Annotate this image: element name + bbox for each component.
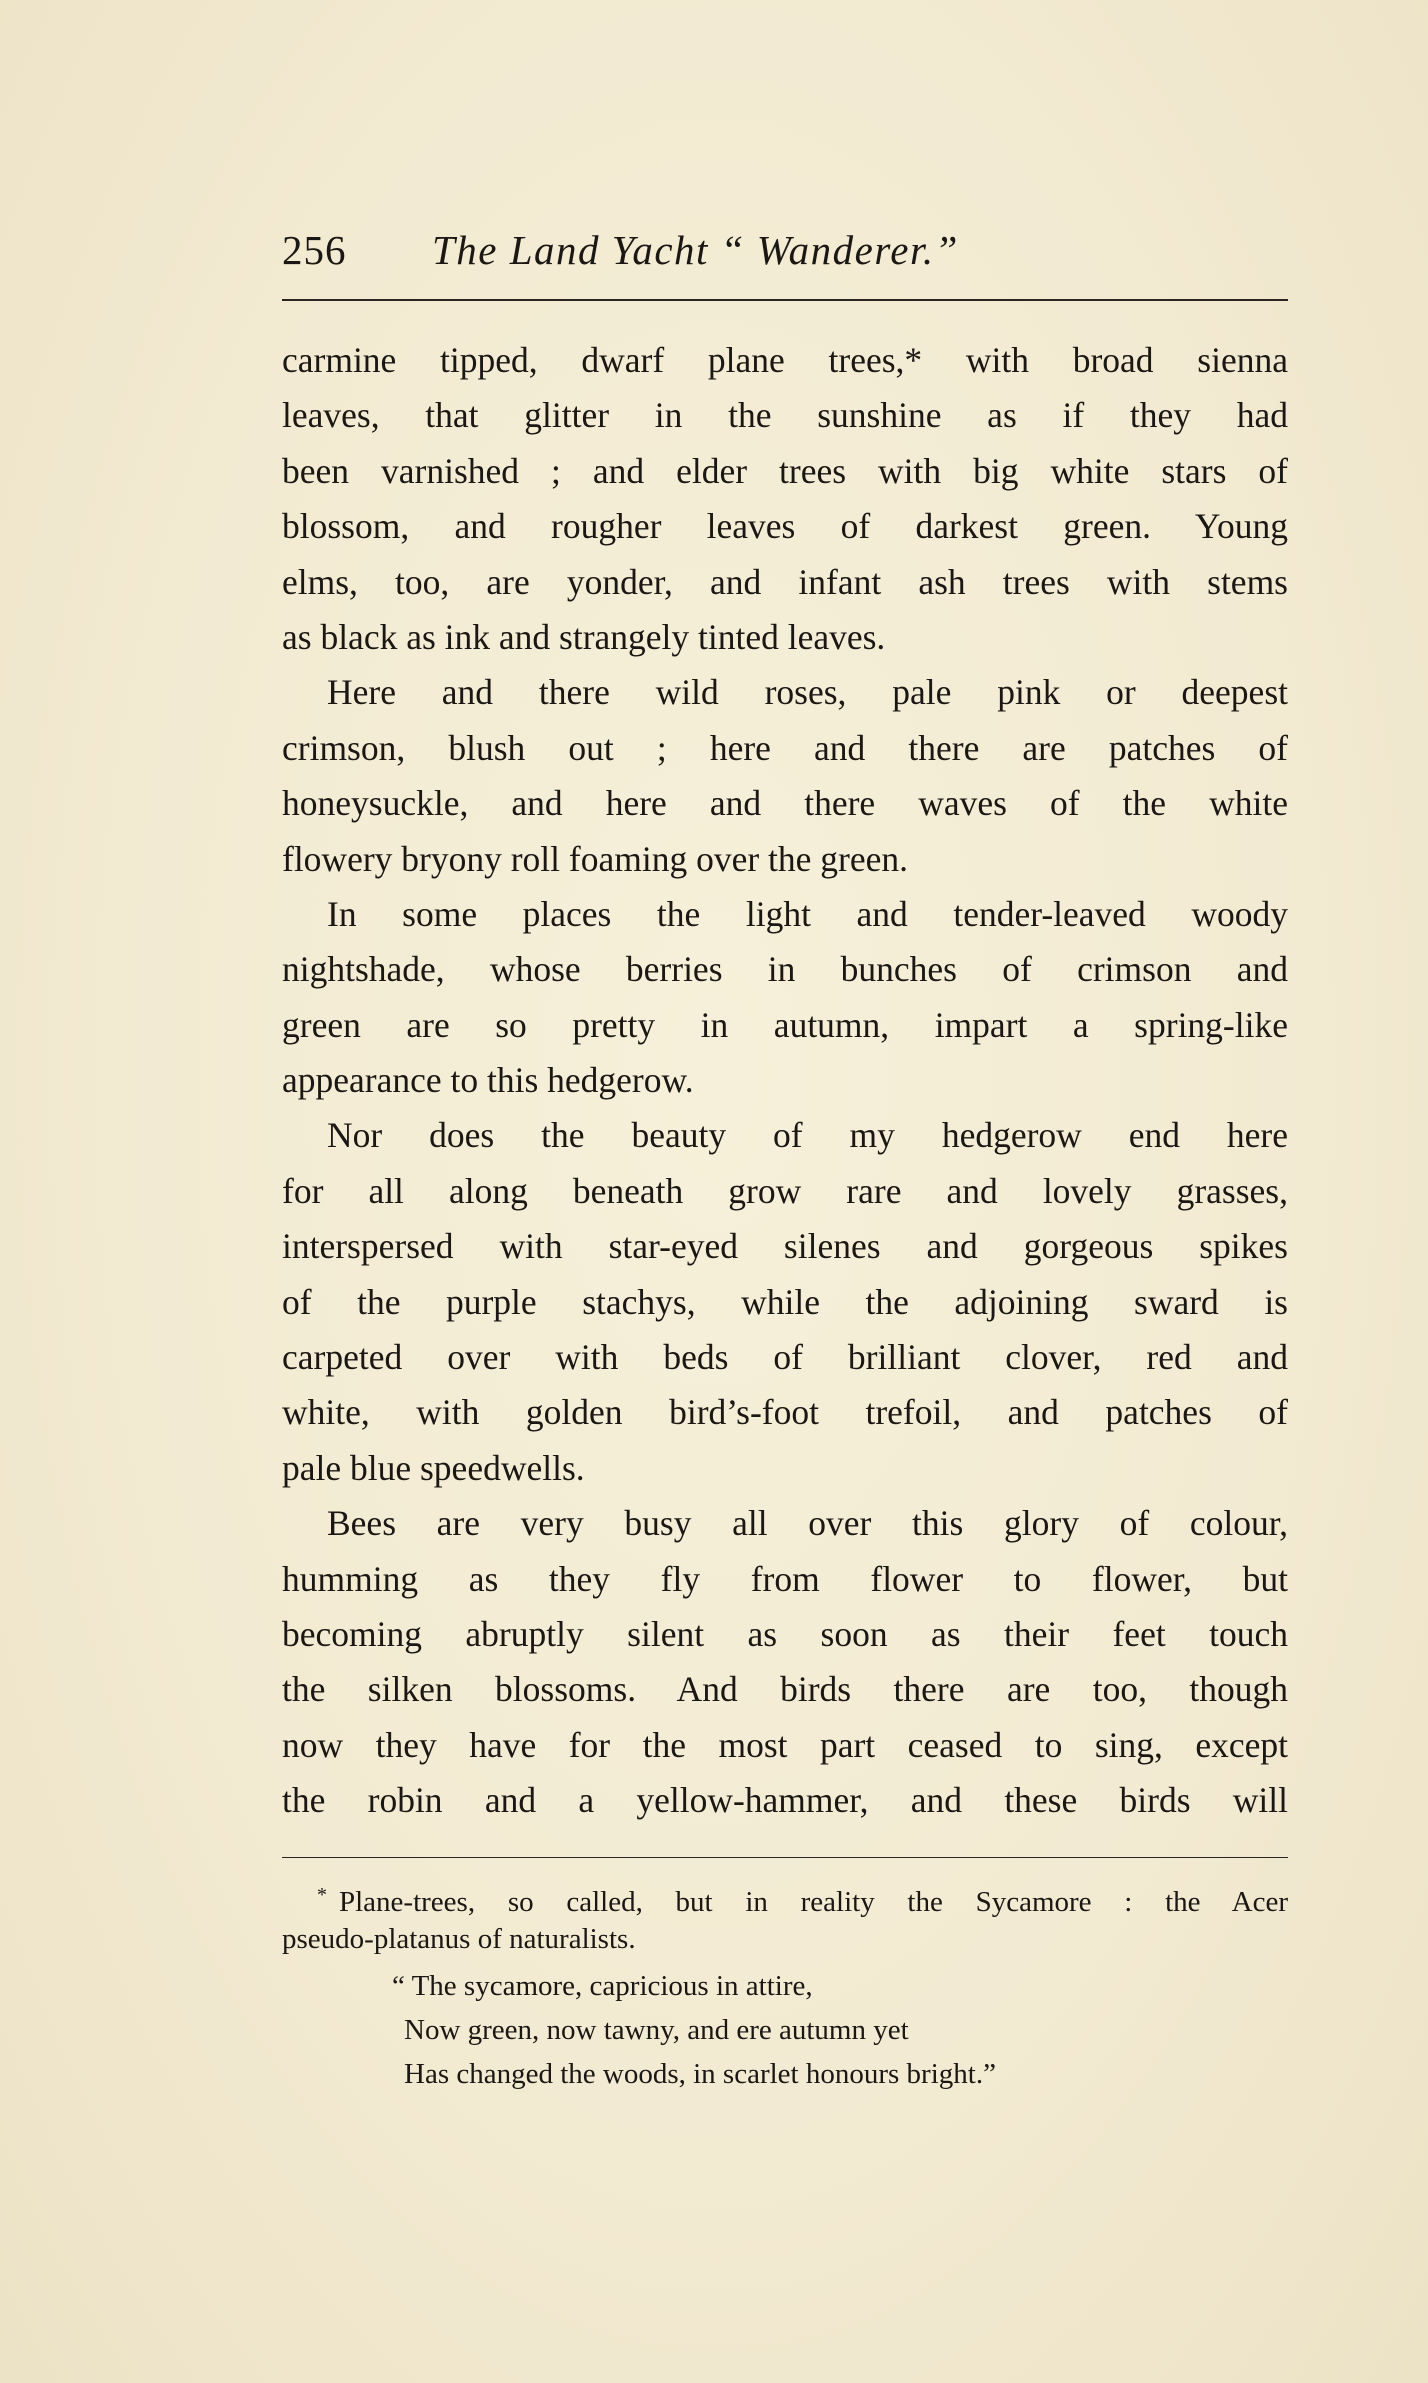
body-line: leaves, that glitter in the sunshine as if they had (282, 395, 1288, 436)
body-line: elms, too, are yonder, and infant ash trees with stems (282, 561, 1288, 602)
body-line: pale blue speedwells. (282, 1447, 585, 1488)
body-line: crimson, blush out ; here and there are patches of (282, 727, 1288, 768)
body-line: the silken blossoms. And birds there are too, though (282, 1669, 1288, 1710)
body-line: now they have for the most part ceased to sing, except (282, 1724, 1288, 1765)
body-line: carpeted over with beds of brilliant clover, red and (282, 1337, 1288, 1378)
header-rule (282, 299, 1288, 301)
footnote-marker: * (317, 1884, 327, 1906)
footnote-verse (360, 1964, 1260, 2096)
body-line: In some places the light and tender-leaved woody (327, 893, 1288, 934)
body-line: honeysuckle, and here and there waves of the white (282, 783, 1288, 824)
page-header (282, 218, 1288, 282)
body-line: becoming abruptly silent as soon as their feet touch (282, 1613, 1288, 1654)
running-title: The Land Yacht “ Wanderer.” (432, 227, 959, 273)
body-text (282, 333, 1288, 1829)
body-line: the robin and a yellow-hammer, and these birds will (282, 1780, 1288, 1821)
body-line: Here and there wild roses, pale pink or deepest (327, 672, 1288, 713)
footnote-rule (282, 1857, 1288, 1858)
body-line: for all along beneath grow rare and lovely grasses, (282, 1170, 1288, 1211)
footnote-line (282, 1873, 1288, 1917)
body-line: nightshade, whose berries in bunches of crimson and (282, 949, 1288, 990)
body-line: white, with golden bird’s-foot trefoil, and patches of (282, 1392, 1288, 1433)
body-line: Bees are very busy all over this glory of colour, (327, 1503, 1288, 1544)
body-line: blossom, and rougher leaves of darkest green. Young (282, 506, 1288, 547)
body-line: flowery bryony roll foaming over the green. (282, 838, 908, 879)
verse-line: Now green, now tawny, and ere autumn yet (404, 2014, 909, 2046)
verse-line: Has changed the woods, in scarlet honours bright.” (404, 2058, 996, 2090)
body-line: been varnished ; and elder trees with big white stars of (282, 450, 1288, 491)
page-number: 256 (282, 227, 347, 273)
footnote-text: Plane-trees, so called, but in reality the Sycamore : the Acer (339, 1886, 1288, 1917)
body-line: green are so pretty in autumn, impart a spring-like (282, 1004, 1288, 1045)
footnote-line: pseudo-platanus of naturalists. (282, 1923, 636, 1955)
footnote (282, 1873, 1288, 1961)
body-line: carmine tipped, dwarf plane trees,* with broad sienna (282, 340, 1288, 380)
body-line: appearance to this hedgerow. (282, 1060, 694, 1101)
body-line: humming as they fly from flower to flower, but (282, 1558, 1288, 1599)
verse-line: “ The sycamore, capricious in attire, (392, 1970, 813, 2002)
body-line: as black as ink and strangely tinted leaves. (282, 616, 886, 657)
body-line: of the purple stachys, while the adjoining sward is (282, 1281, 1288, 1322)
body-line: interspersed with star-eyed silenes and gorgeous spikes (282, 1226, 1288, 1267)
body-line: Nor does the beauty of my hedgerow end here (327, 1115, 1288, 1156)
